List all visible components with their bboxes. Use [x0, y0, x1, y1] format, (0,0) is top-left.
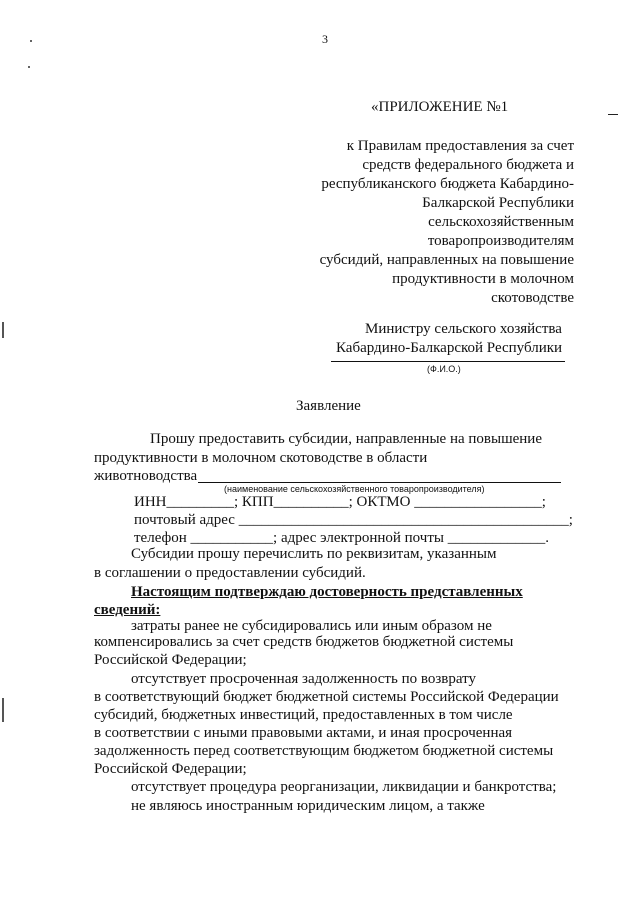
body-line: Субсидии прошу перечислить по реквизитам, указанным [131, 546, 497, 562]
rules-line: средств федерального бюджета и [362, 157, 574, 173]
scan-speck [30, 40, 32, 42]
fio-underline [331, 361, 565, 362]
rules-line: к Правилам предоставления за счет [346, 138, 574, 154]
item-line: задолженность перед соответствующим бюджетом бюджетной системы [94, 743, 554, 759]
confirm-heading-line1: Настоящим подтверждаю достоверность представленных [131, 584, 523, 600]
inn-kpp-oktmo-row: ИНН_________; КПП__________; ОКТМО _________________; [134, 494, 546, 510]
rules-line: товаропроизводителям [427, 233, 574, 249]
phone-email-row: телефон ___________; адрес электронной почты _____________. [134, 530, 549, 546]
item-line: субсидий, бюджетных инвестиций, предоставленных в том числе [94, 707, 513, 723]
item-line: компенсировались за счет средств бюджетов бюджетной системы [94, 634, 514, 650]
postal-address-row: почтовый адрес ____________________________________________; [134, 512, 573, 528]
item-line: Российской Федерации; [94, 761, 247, 777]
item-line: отсутствует просроченная задолженность по возврату [131, 671, 476, 687]
rules-line: продуктивности в молочном [392, 271, 574, 287]
item-line: в соответствующий бюджет бюджетной системы Российской Федерации [94, 689, 559, 705]
item-line: Российской Федерации; [94, 652, 247, 668]
rules-line: сельскохозяйственным [428, 214, 574, 230]
item-line: в соответствии с иными правовыми актами, и иная просроченная [94, 725, 513, 741]
scan-speck [28, 66, 30, 68]
scan-edge-mark [2, 698, 4, 722]
fio-caption: (Ф.И.О.) [427, 364, 461, 374]
rules-line: республиканского бюджета Кабардино- [321, 176, 574, 192]
request-line1: Прошу предоставить субсидии, направленные на повышение [150, 431, 542, 447]
document-title: Заявление [296, 398, 361, 414]
rules-line: скотоводстве [491, 290, 574, 306]
producer-caption: (наименование сельскохозяйственного товаропроизводителя) [224, 484, 485, 494]
rules-line: субсидий, направленных на повышение [319, 252, 574, 268]
request-line3: животноводства [94, 468, 198, 484]
confirm-heading-line2: сведений: [94, 602, 161, 618]
request-line2: продуктивности в молочном скотоводстве в области [94, 450, 428, 466]
appendix-title: «ПРИЛОЖЕНИЕ №1 [371, 99, 509, 115]
body-line: в соглашении о предоставлении субсидий. [94, 565, 366, 581]
rules-line: Балкарской Республики [422, 195, 574, 211]
scan-dash [608, 114, 618, 115]
producer-name-underline [198, 482, 561, 483]
addressee-line2: Кабардино-Балкарской Республики [336, 340, 563, 356]
scan-edge-mark [2, 322, 4, 338]
item-line: не являюсь иностранным юридическим лицом, а также [131, 798, 485, 814]
addressee-line1: Министру сельского хозяйства [365, 321, 562, 337]
item-line: отсутствует процедура реорганизации, ликвидации и банкротства; [131, 779, 557, 795]
item-line: затраты ранее не субсидировались или иным образом не [131, 618, 492, 634]
page-number: 3 [322, 32, 328, 46]
